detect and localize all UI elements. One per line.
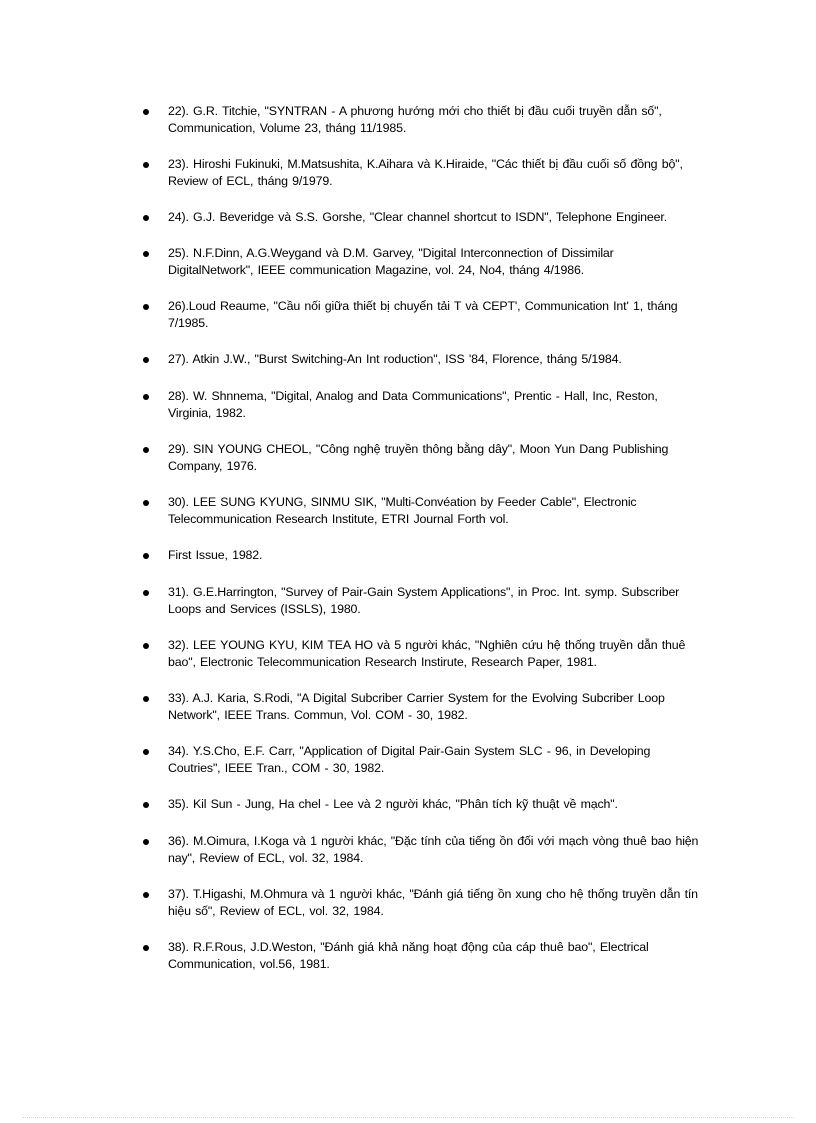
- bullet-icon: [143, 553, 149, 559]
- reference-item-38: [140, 939, 700, 973]
- bullet-icon: [143, 643, 149, 649]
- reference-item-22: [140, 103, 700, 137]
- bullet-icon: [143, 357, 149, 363]
- reference-item-36: [140, 833, 700, 867]
- reference-item-35: [140, 796, 700, 813]
- bullet-icon: [143, 590, 149, 596]
- reference-text: 37). T.Higashi, M.Ohmura và 1 người khác, "Đánh giá tiếng ồn xung cho hệ thống truyền dẫn tín hiệu số", Review of ECL, vol. 32, 1984.: [168, 887, 698, 918]
- page-bottom-divider: [22, 1117, 794, 1118]
- reference-list: [140, 103, 700, 992]
- reference-text: 31). G.E.Harrington, "Survey of Pair-Gain System Applications", in Proc. Int. symp. Subscriber Loops and Services (ISSLS), 1980.: [168, 585, 680, 616]
- reference-item-28: [140, 388, 700, 422]
- reference-text: 23). Hiroshi Fukinuki, M.Matsushita, K.Aihara và K.Hiraide, "Các thiết bị đầu cuối số đồng bộ", Review of ECL, tháng 9/1979.: [168, 157, 683, 188]
- bullet-icon: [143, 945, 149, 951]
- reference-text: 28). W. Shnnema, "Digital, Analog and Data Communications", Prentic - Hall, Inc, Reston, Virginia, 1982.: [168, 389, 658, 420]
- reference-text: 29). SIN YOUNG CHEOL, "Công nghệ truyền thông bằng dây", Moon Yun Dang Publishing Company, 1976.: [168, 442, 669, 473]
- bullet-icon: [143, 500, 149, 506]
- reference-item-27: [140, 351, 700, 368]
- reference-text: 32). LEE YOUNG KYU, KIM TEA HO và 5 người khác, "Nghiên cứu hệ thống truyền dẫn thuê bao", Electronic Telecommunication Research Instirute, Research Paper, 1981.: [168, 638, 686, 669]
- bullet-icon: [143, 162, 149, 168]
- bullet-icon: [143, 749, 149, 755]
- reference-text: 30). LEE SUNG KYUNG, SINMU SIK, "Multi-Convéation by Feeder Cable", Electronic Telecommunication Research Institute, ETRI Journal Forth vol.: [168, 495, 637, 526]
- reference-item-31: [140, 584, 700, 618]
- reference-text: 33). A.J. Karia, S.Rodi, "A Digital Subcriber Carrier System for the Evolving Subcriber Loop Network", IEEE Trans. Commun, Vol. COM - 30, 1982.: [168, 691, 665, 722]
- reference-item-24: [140, 209, 700, 226]
- reference-item-23: [140, 156, 700, 190]
- reference-text: 38). R.F.Rous, J.D.Weston, "Đánh giá khả năng hoạt động của cáp thuê bao", Electrical Communication, vol.56, 1981.: [168, 940, 649, 971]
- reference-item-37: [140, 886, 700, 920]
- bullet-icon: [143, 839, 149, 845]
- reference-text: 26).Loud Reaume, "Cầu nối giữa thiết bị chuyển tải T và CEPT', Communication Int' 1, tháng 7/1985.: [168, 299, 678, 330]
- reference-item-34: [140, 743, 700, 777]
- reference-item-first-issue: [140, 547, 700, 564]
- reference-item-29: [140, 441, 700, 475]
- bullet-icon: [143, 696, 149, 702]
- reference-text: 24). G.J. Beveridge và S.S. Gorshe, "Clear channel shortcut to ISDN", Telephone Engineer.: [168, 210, 667, 224]
- bullet-icon: [143, 109, 149, 115]
- reference-text: 36). M.Oimura, I.Koga và 1 người khác, "Đặc tính của tiếng ồn đối với mạch vòng thuê bao hiện nay", Review of ECL, vol. 32, 1984.: [168, 834, 699, 865]
- reference-text: 27). Atkin J.W., "Burst Switching-An Int roduction", ISS '84, Florence, tháng 5/1984.: [168, 352, 622, 366]
- bullet-icon: [143, 892, 149, 898]
- reference-text: First Issue, 1982.: [168, 548, 263, 562]
- reference-text: 35). Kil Sun - Jung, Ha chel - Lee và 2 người khác, "Phân tích kỹ thuật về mạch".: [168, 797, 618, 811]
- reference-item-32: [140, 637, 700, 671]
- reference-text: 25). N.F.Dinn, A.G.Weygand và D.M. Garvey, "Digital Interconnection of Dissimilar DigitalNetwork", IEEE communication Magazine, vol. 24, No4, tháng 4/1986.: [168, 246, 614, 277]
- bullet-icon: [143, 215, 149, 221]
- reference-item-25: [140, 245, 700, 279]
- reference-text: 34). Y.S.Cho, E.F. Carr, "Application of Digital Pair-Gain System SLC - 96, in Developing Coutries", IEEE Tran., COM - 30, 1982.: [168, 744, 651, 775]
- reference-text: 22). G.R. Titchie, "SYNTRAN - A phương hướng mới cho thiết bị đầu cuối truyền dẫn số", Communication, Volume 23, tháng 11/1985.: [168, 104, 662, 135]
- reference-item-30: [140, 494, 700, 528]
- bullet-icon: [143, 304, 149, 310]
- bullet-icon: [143, 251, 149, 257]
- reference-item-33: [140, 690, 700, 724]
- reference-item-26: [140, 298, 700, 332]
- bullet-icon: [143, 802, 149, 808]
- bullet-icon: [143, 447, 149, 453]
- bullet-icon: [143, 394, 149, 400]
